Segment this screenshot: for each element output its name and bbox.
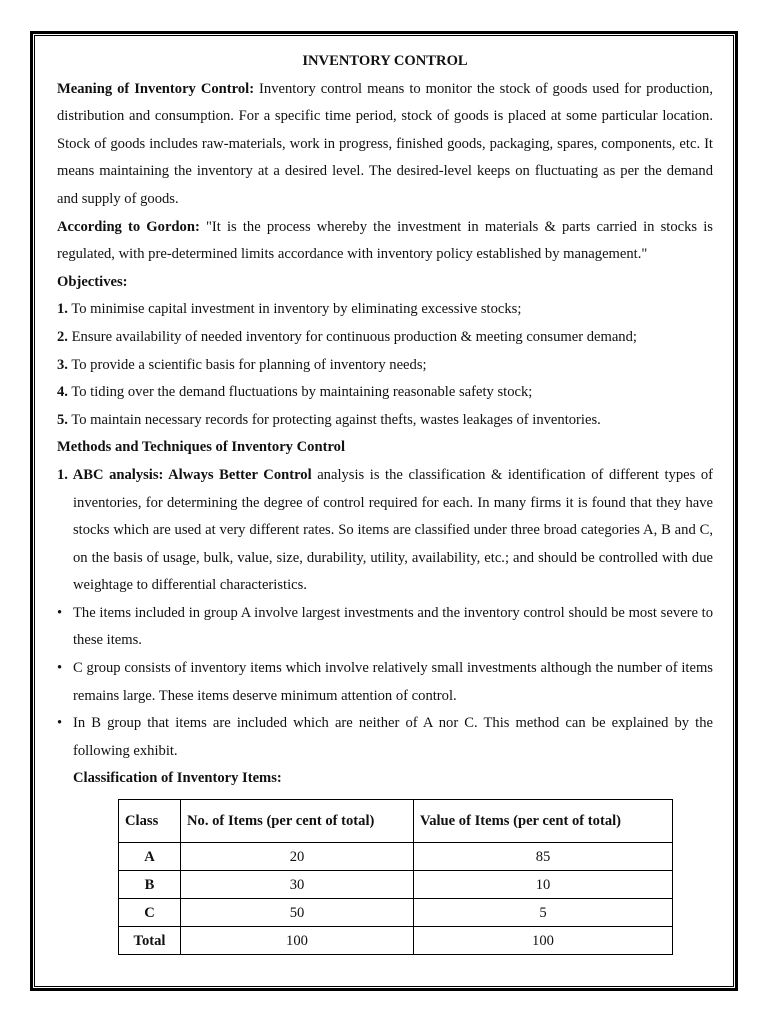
bullet-text: In B group that items are included which are neither of A nor C. This method can be explained by the following exhibit. xyxy=(73,715,713,759)
table-cell-value: 85 xyxy=(414,843,673,871)
objective-item xyxy=(57,407,713,435)
table-cell-number: 100 xyxy=(181,927,414,955)
objective-item xyxy=(57,324,713,352)
table-cell-number: 20 xyxy=(181,843,414,871)
classification-heading: Classification of Inventory Items: xyxy=(73,770,282,787)
objective-number: 3. xyxy=(57,356,68,373)
abc-analysis-paragraph xyxy=(57,462,713,600)
bullet-icon: • xyxy=(57,660,63,677)
objective-text: To provide a scientific basis for planning of inventory needs; xyxy=(67,356,427,373)
document-body xyxy=(57,48,713,955)
gordon-label: According to Gordon: xyxy=(57,218,200,235)
objective-number: 4. xyxy=(57,384,68,401)
objective-number: 5. xyxy=(57,411,68,428)
abc-label: ABC analysis: Always Better Control xyxy=(72,466,312,483)
table-cell-class: A xyxy=(119,843,181,871)
methods-heading: Methods and Techniques of Inventory Control xyxy=(57,439,346,456)
objective-text: Ensure availability of needed inventory for continuous production & meeting consumer demand; xyxy=(67,328,637,345)
table-cell-value: 100 xyxy=(414,927,673,955)
meaning-label: Meaning of Inventory Control: xyxy=(57,80,255,97)
gordon-paragraph xyxy=(57,214,713,269)
bullet-item-group-a xyxy=(57,600,713,655)
meaning-paragraph xyxy=(57,76,713,214)
table-header-value: Value of Items (per cent of total) xyxy=(414,800,673,843)
table-cell-value: 10 xyxy=(414,871,673,899)
document-title: INVENTORY CONTROL xyxy=(302,53,468,69)
classification-table xyxy=(118,799,673,955)
meaning-text: Inventory control means to monitor the stock of goods used for production, distribution and consumption. For a specific time period, stock of goods is placed at some particular location. Stock of goods includes raw-materials, work in progress, finished goods, packaging, spares, components, etc. It means maintaining the inventory at a desired level. The desired-level keeps on fluctuating as per the demand and supply of goods. xyxy=(57,80,713,207)
table-header-class: Class xyxy=(119,800,181,843)
table-header-row xyxy=(119,800,673,843)
bullet-icon: • xyxy=(57,604,63,621)
objective-item xyxy=(57,379,713,407)
table-cell-value: 5 xyxy=(414,899,673,927)
bullet-item-group-c xyxy=(57,655,713,710)
objective-text: To tiding over the demand fluctuations by maintaining reasonable safety stock; xyxy=(67,384,533,401)
bullet-text: The items included in group A involve largest investments and the inventory control should be most severe to these items. xyxy=(73,604,713,649)
bullet-text: C group consists of inventory items which involve relatively small investments although the number of items remains large. These items deserve minimum attention of control. xyxy=(73,660,713,704)
objective-number: 2. xyxy=(57,328,68,345)
table-header-number: No. of Items (per cent of total) xyxy=(181,800,414,843)
gordon-text: "It is the process whereby the investment in materials & parts carried in stocks is regulated, with pre-determined limits accordance with inventory policy established by management." xyxy=(57,218,713,263)
bullet-item-group-b xyxy=(57,710,713,765)
abc-text: analysis is the classification & identification of different types of inventories, for determining the degree of control required for each. In many firms it is found that they have stocks which are used at very different rates. So items are classified under three broad categories A, B and C, on the basis of usage, bulk, value, size, durability, utility, availability, etc.; and should be controlled with due weightage to differential characteristics. xyxy=(73,466,713,594)
table-cell-class: Total xyxy=(119,927,181,955)
table-cell-class: C xyxy=(119,899,181,927)
bullet-icon: • xyxy=(57,715,63,732)
table-row xyxy=(119,843,673,871)
abc-number: 1. xyxy=(57,466,73,483)
objective-text: To maintain necessary records for protecting against thefts, wastes leakages of inventories. xyxy=(67,411,601,428)
objective-text: To minimise capital investment in inventory by eliminating excessive stocks; xyxy=(67,301,522,318)
table-row-total xyxy=(119,927,673,955)
table-cell-class: B xyxy=(119,871,181,899)
objective-item xyxy=(57,352,713,380)
objective-number: 1. xyxy=(57,301,68,318)
table-row xyxy=(119,871,673,899)
table-cell-number: 50 xyxy=(181,899,414,927)
table-row xyxy=(119,899,673,927)
table-cell-number: 30 xyxy=(181,871,414,899)
objective-item xyxy=(57,296,713,324)
objectives-heading: Objectives: xyxy=(57,273,128,290)
